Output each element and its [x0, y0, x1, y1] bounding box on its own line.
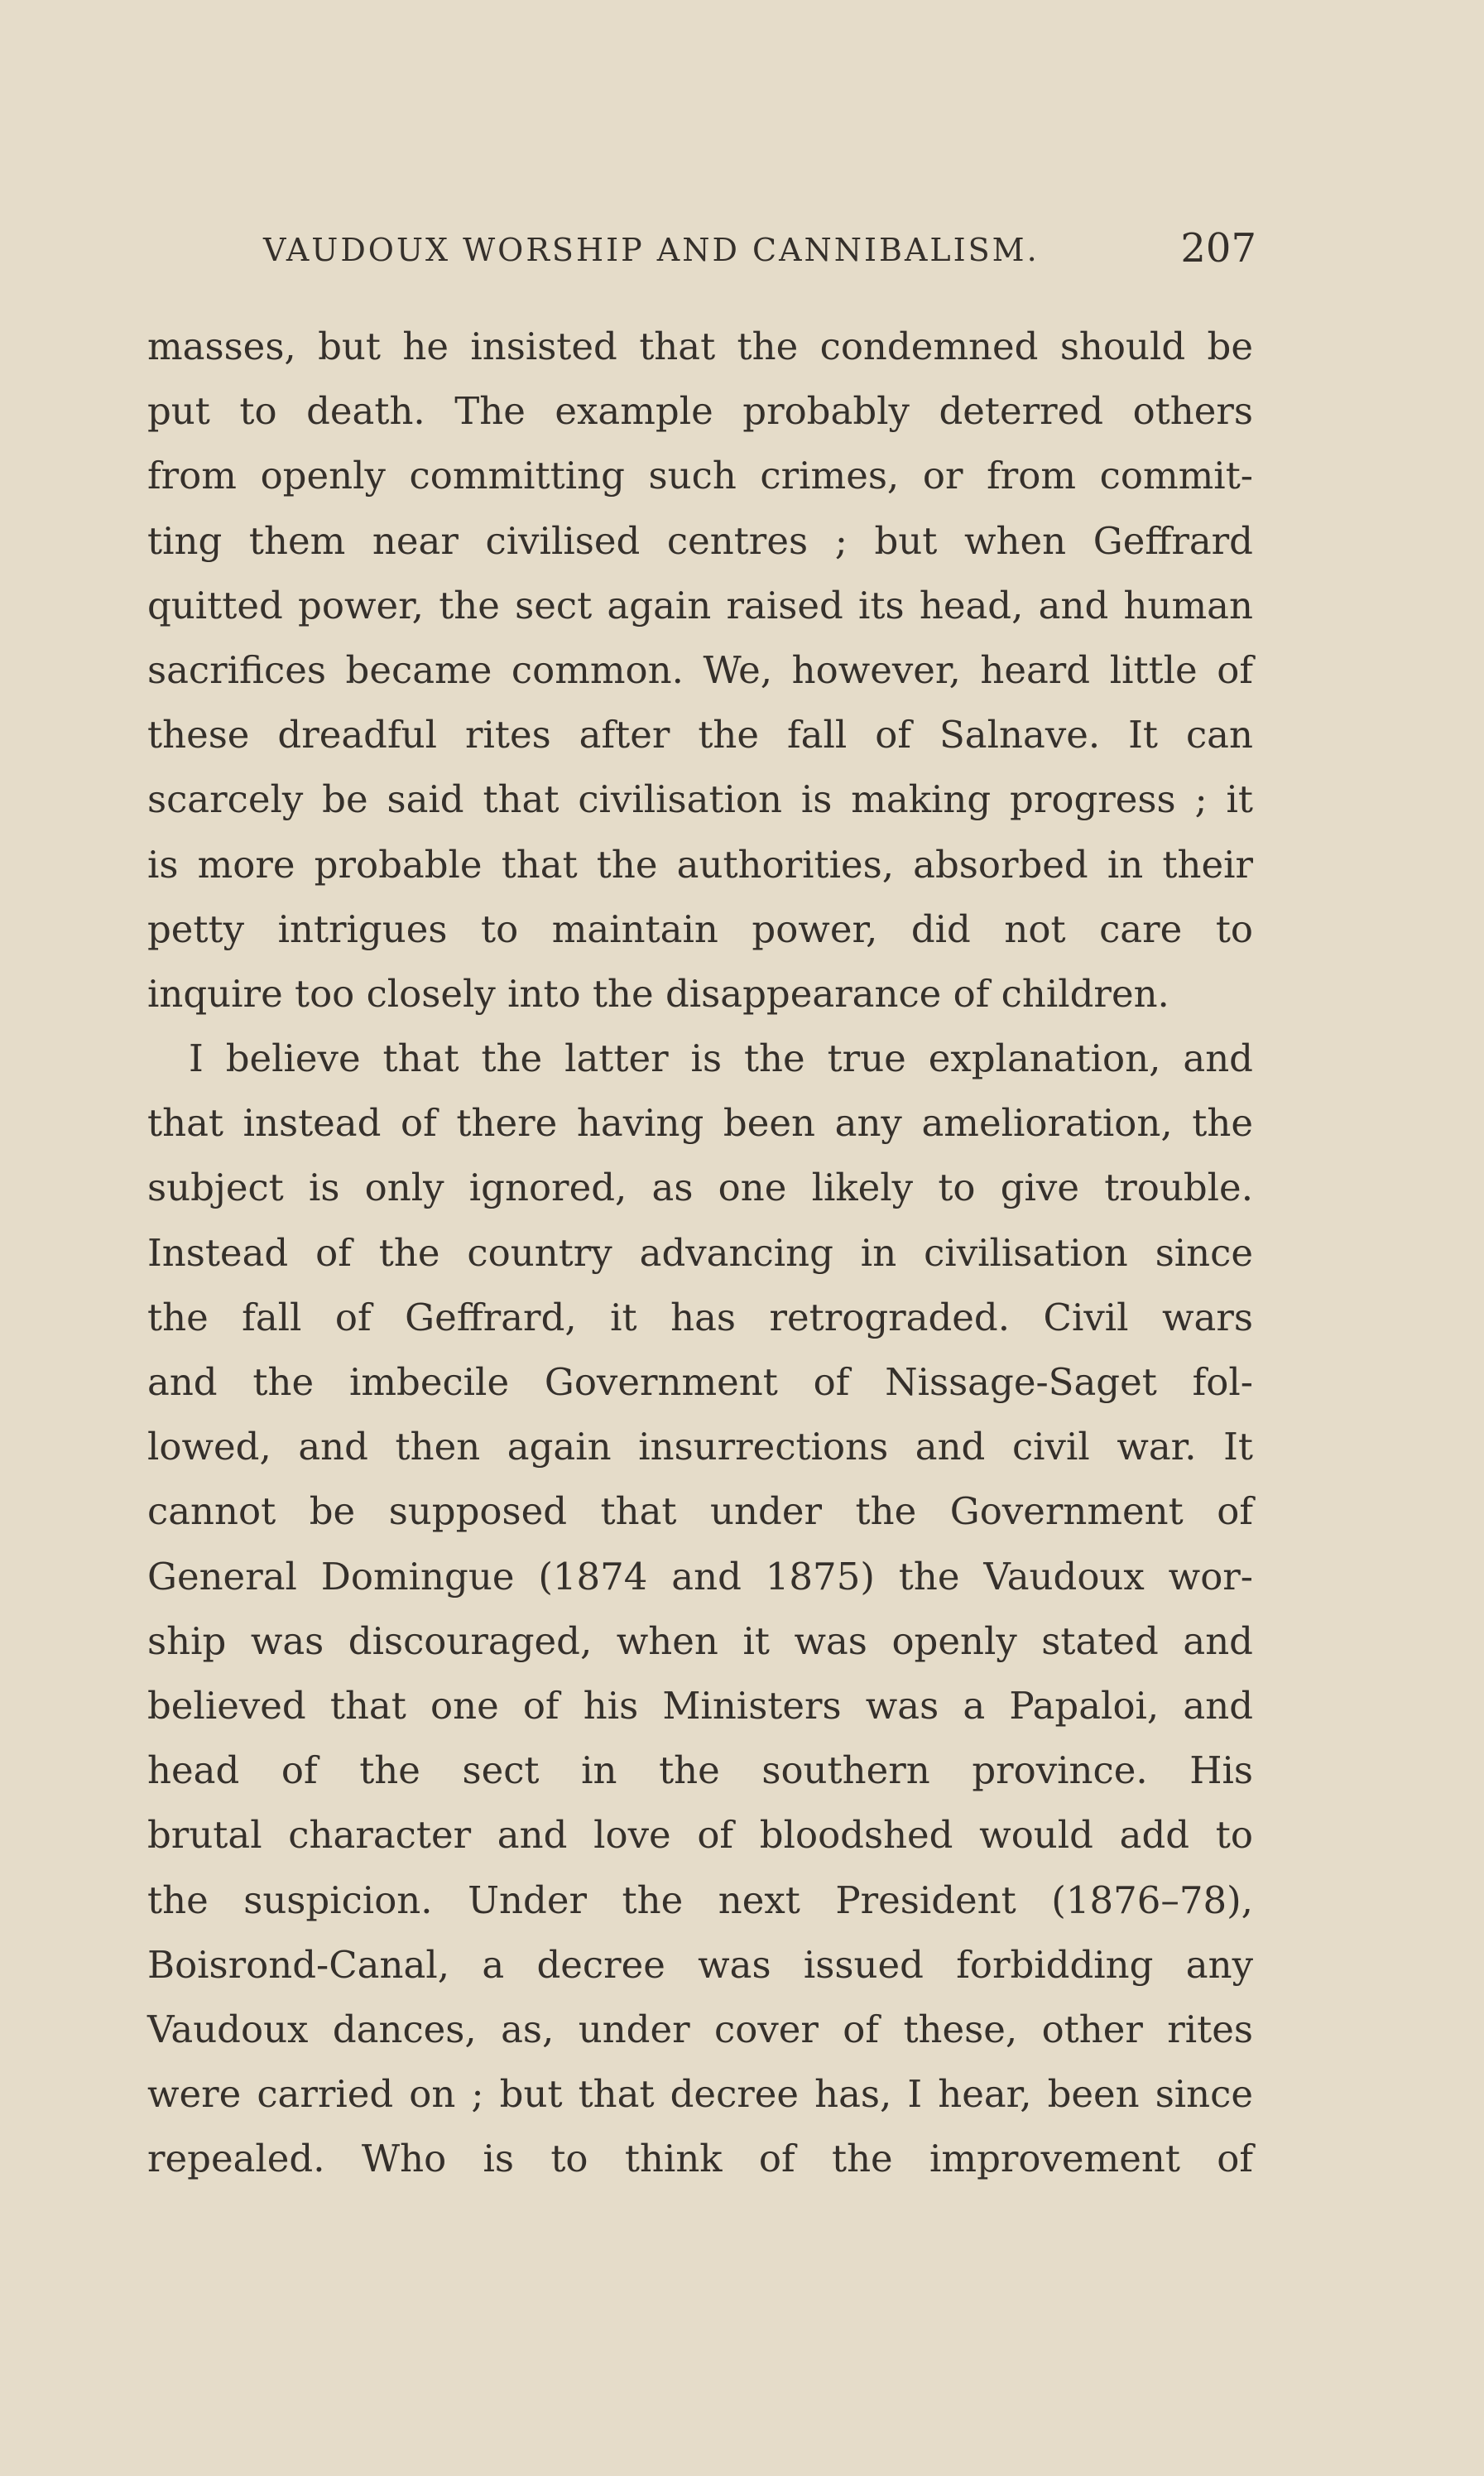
- text-line: and the imbecile Government of Nissage-Saget fol-: [147, 1360, 1253, 1404]
- text-line: General Domingue (1874 and 1875) the Vaudoux wor-: [147, 1554, 1253, 1599]
- text-line: I believe that the latter is the true explanation, and: [189, 1036, 1253, 1081]
- text-line: brutal character and love of bloodshed would add to: [147, 1813, 1253, 1858]
- text-line: repealed. Who is to think of the improvement of: [147, 2137, 1253, 2181]
- text-line: subject is only ignored, as one likely to give trouble.: [147, 1166, 1253, 1210]
- text-line: ship was discouraged, when it was openly stated and: [147, 1618, 1253, 1663]
- running-header: [248, 225, 1256, 275]
- text-line: put to death. The example probably deterred others: [147, 389, 1253, 434]
- text-line: quitted power, the sect again raised its head, and human: [147, 583, 1253, 627]
- text-line: petty intrigues to maintain power, did not care to: [147, 906, 1253, 951]
- text-line: lowed, and then again insurrections and civil war. It: [147, 1425, 1253, 1469]
- text-line: scarcely be said that civilisation is making progress ; it: [147, 777, 1253, 822]
- text-line: were carried on ; but that decree has, I hear, been since: [147, 2072, 1253, 2117]
- page-number: 207: [1180, 225, 1256, 272]
- text-line: believed that one of his Ministers was a Papaloi, and: [147, 1683, 1253, 1728]
- text-line: the suspicion. Under the next President (1876–78),: [147, 1877, 1253, 1922]
- text-line: head of the sect in the southern province. His: [147, 1748, 1253, 1793]
- text-line: from openly committing such crimes, or from commit-: [147, 454, 1253, 498]
- text-line: that instead of there having been any amelioration, the: [147, 1101, 1253, 1146]
- text-line: sacrifices became common. We, however, heard little of: [147, 647, 1253, 692]
- text-line: Boisrond-Canal, a decree was issued forbidding any: [147, 1942, 1253, 1987]
- text-line: is more probable that the authorities, absorbed in their: [147, 842, 1253, 887]
- text-line: these dreadful rites after the fall of Salnave. It can: [147, 713, 1253, 757]
- text-line: the fall of Geffrard, it has retrograded. Civil wars: [147, 1295, 1253, 1339]
- text-line: ting them near civilised centres ; but when Geffrard: [147, 518, 1253, 563]
- paragraph-1: [147, 315, 1253, 1026]
- page-body: [147, 315, 1253, 2191]
- text-line: cannot be supposed that under the Government of: [147, 1489, 1253, 1534]
- paragraph-2: [147, 1026, 1253, 2191]
- text-line: inquire too closely into the disappearance of children.: [147, 971, 1169, 1016]
- running-title: VAUDOUX WORSHIP AND CANNIBALISM.: [263, 232, 1040, 268]
- text-line: Vaudoux dances, as, under cover of these, other rites: [147, 2007, 1253, 2051]
- text-line: Instead of the country advancing in civilisation since: [147, 1230, 1253, 1275]
- text-line: masses, but he insisted that the condemned should be: [147, 325, 1253, 368]
